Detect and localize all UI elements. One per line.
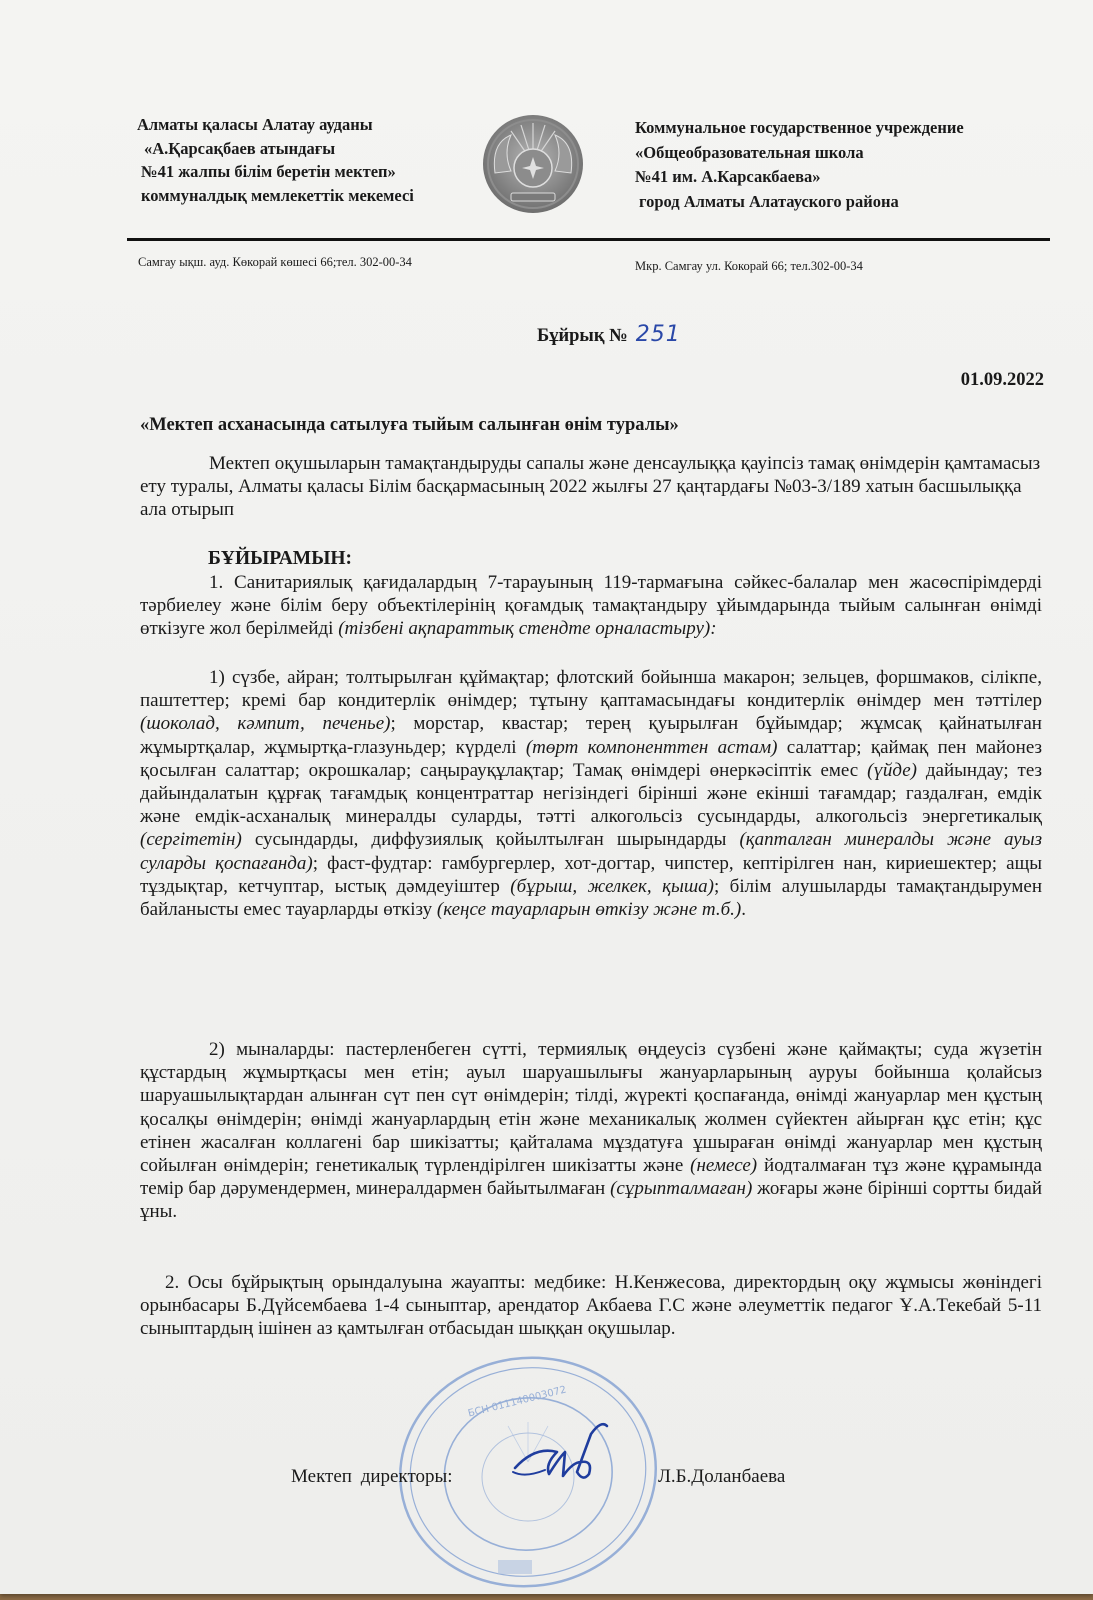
header-ru-line: №41 им. А.Карсакбаева» <box>635 167 821 186</box>
clause-2: 2. Осы бұйрықтың орындалуына жауапты: медбике: Н.Кенжесова, директордың оқу жұмысы жөніндегі орынбасары Б.Дүйсембаева 1-4 сыныптар, арендатор Акбаева Г.С және әлеуметтік педагог Ұ.А.Текебай 5-11 сыныптардың ішінен аз қамтылған отбасыдан шыққан оқушылар. <box>140 1272 1042 1340</box>
header-ru-line: «Общеобразовательная школа <box>635 142 864 162</box>
order-number-line <box>537 322 681 347</box>
text-run: салаттар; қаймақ пен майонез қосылған салаттар; окрошкалар; саңырауқұлақтар; Тамақ өнімдері өнеркәсіптік емес <box>140 736 1043 781</box>
italic-note: (үйде) <box>867 759 918 781</box>
header-kz-line: Алматы қаласы Алатау ауданы <box>137 115 373 134</box>
header-kz-line: коммуналдық мемлекеттік мекемесі <box>141 185 414 205</box>
italic-note: (шоколад, кәмпит, печенье) <box>140 713 391 735</box>
intro-paragraph: Мектеп оқушыларын тамақтандыруды сапалы және денсаулыққа қауіпсіз тамақ өнімдерін қамтамасыз ету туралы, Алматы қаласы Білім басқармасының 2022 жылғы 27 қаңтардағы №03-3/189 хатын басшылыққа ала отырып <box>140 453 1041 521</box>
header-ru-line: Коммунальное государственное учреждение <box>635 118 964 137</box>
signature-icon <box>505 1412 625 1492</box>
header-russian-block <box>635 116 964 214</box>
text-run: жоғары және бірінші сортты бидай ұны. <box>140 1178 1042 1223</box>
header-kz-line: «А.Қарсақбаев атындағы <box>144 138 336 158</box>
text-run: ; морстар, квастар; терең қуырылған бұйымдар; жұмсақ қайнатылған жұмыртқалар, жұмыртқа-глазуньдер; күрделі <box>140 713 1042 758</box>
text-run: дайындау; тез дайындалатын құрғақ тағамдық концентраттар негізіндегі бірінші және екінші тағамдар; газдалған, емдік және емдік-асханалық минералды суларды, тәтті алкогольсіз сусындарды, алкогольсіз энергетикалық <box>140 759 1043 828</box>
text-run: ; білім алушыларды тамақтандырумен байланысты емес тауарларды өткізу <box>140 875 1042 921</box>
italic-note: (қапталған минералды және ауыз суларды қоспағанда) <box>140 829 1043 874</box>
header-kazakh-block <box>137 113 414 207</box>
text-run: 1) сүзбе, айран; толтырылған құймақтар; флотский бойынша макарон; зельцев, форшмаков, сілікпе, паштеттер; кремі бар кондитерлік өнімдер; тұтыну қаптамасындағы кондитерлік өнімдер мен тәттілер <box>140 667 1042 712</box>
state-emblem-icon <box>481 113 585 215</box>
text-run: . <box>741 899 746 921</box>
italic-note: (төрт компоненттен астам) <box>525 736 778 758</box>
italic-note: (сергітетін) <box>140 829 242 851</box>
header-kz-line: №41 жалпы білім беретін мектеп» <box>141 162 396 181</box>
order-label: Бұйрық № <box>537 326 628 346</box>
signatory-name: Л.Б.Доланбаева <box>658 1466 786 1487</box>
svg-text:БСН 011140003072: БСН 011140003072 <box>466 1384 568 1420</box>
italic-note: (кеңсе тауарларын өткізу және т.б.) <box>436 899 742 921</box>
clause-1-note: (тізбені ақпараттық стендте орналастыру): <box>338 618 717 640</box>
header-ru-line: город Алматы Алатауского района <box>639 191 899 211</box>
order-title: «Мектеп асханасында сатылуға тыйым салынған өнім туралы» <box>140 415 679 435</box>
clause-1-item-2 <box>140 1038 1042 1224</box>
italic-note: (бұрыш, желкек, қыша) <box>510 875 714 897</box>
text-run: 2) мыналарды: пастерленбеген сүтті, термиялық өңдеусіз сүзбені және қаймақты; суда жүзетін құстардың жұмыртқасы мен етін; ауыл шаруашылығы жануарларының ауруы бойынша қолайсыз шаруашылықтардан алынған сүт пен сүт өнімдерін; тілді, жүректі қоспағанда, өнімді жануарлар мен құстың қосалқы өнімдерін; өнімді жануарлардың етін және механикалық жолмен сүйектен айырған құс етін; құс етінен жасалған коллагені бар шикізатты; қайталама мұздатуға ұшыраған өнімді жануарлар мен құстың сойылған өнімдерін; генетикалық түрлендірілген шикізатты және <box>140 1039 1042 1177</box>
italic-note: (немесе) <box>690 1155 758 1177</box>
address-kazakh: Самгау ықш. ауд. Көкорай көшесі 66;тел. 302-00-34 <box>138 255 412 269</box>
italic-note: (сұрыпталмаған) <box>610 1178 753 1200</box>
order-heading: БҰЙЫРАМЫН: <box>208 548 353 569</box>
text-run: сусындарды, диффузиялық қойылтылған шырындарды <box>241 829 740 851</box>
clause-1-text: 1. Санитариялық қағидалардың 7-тарауының 119-тармағына сәйкес-балалар мен жасөспірімдерді тәрбиелеу және білім беру объектілерінің қоғамдық тамақтандыру ұйымдарында тыйым салынған өнімді өткізуге жол берілмейді <box>140 572 1042 640</box>
order-date: 01.09.2022 <box>960 370 1044 390</box>
text-run: йодталмаған тұз және құрамында темір бар дәрумендермен, минералдармен байытылмаған <box>140 1155 1042 1200</box>
text-run: ; фаст-фудтар: гамбургерлер, хот-догтар, чипстер, кептірілген нан, кириешектер; ащы тұздықтар, кетчуптар, ыстық дәмдеуіштер <box>140 852 1042 897</box>
signatory-title: Мектеп директоры: <box>291 1466 453 1487</box>
clause-1 <box>140 571 1042 641</box>
order-number-handwritten: 251 <box>635 322 681 347</box>
clause-1-item-1 <box>140 666 1042 921</box>
address-russian: Мкр. Самгау ул. Кокорай 66; тел.302-00-34 <box>635 259 863 273</box>
header-divider <box>127 238 1050 241</box>
